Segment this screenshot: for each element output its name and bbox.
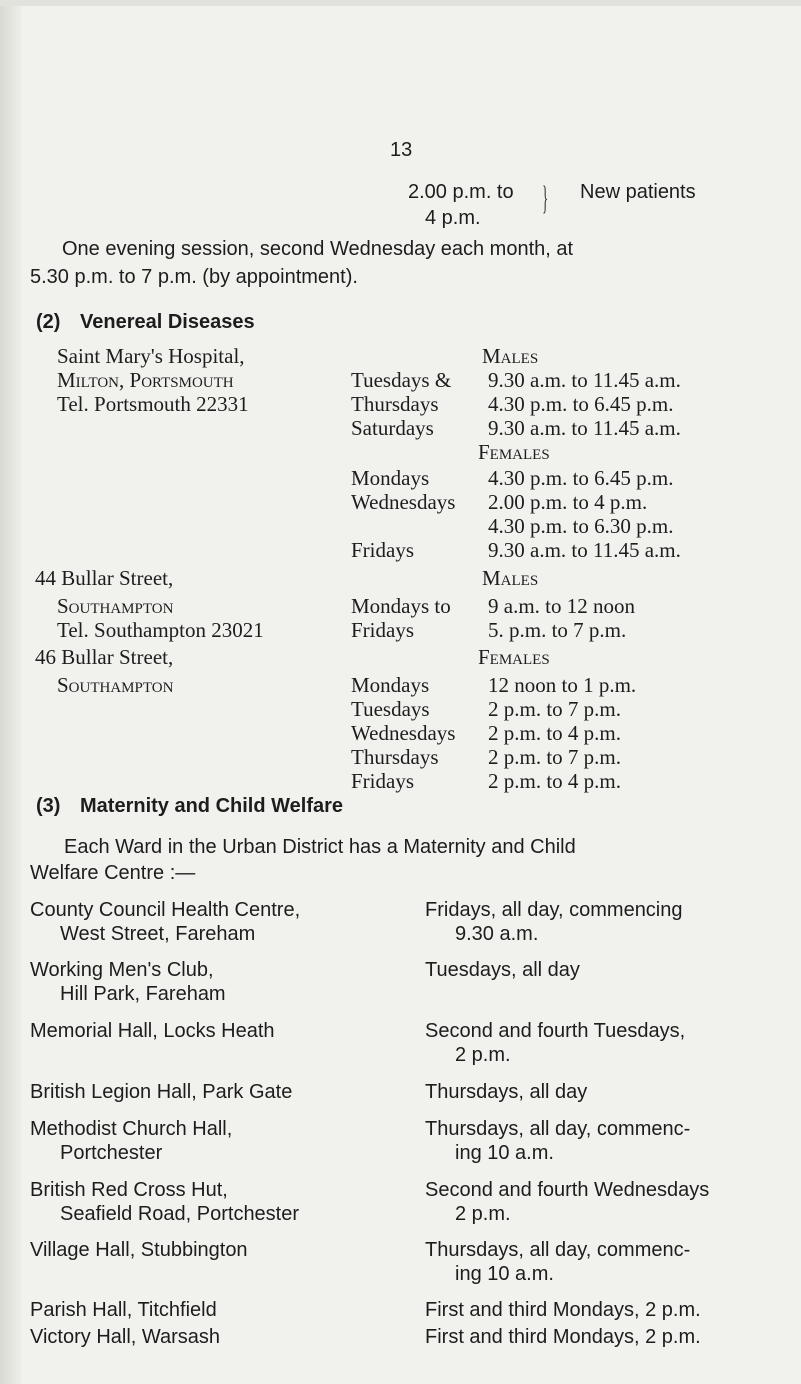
section2-heading: Venereal Diseases — [80, 311, 255, 333]
centre-place: Victory Hall, Warsash — [30, 1326, 221, 1348]
centre-when: Thursdays, all day, commenc- — [425, 1239, 691, 1261]
clinic1-name: Saint Mary's Hospital, — [57, 344, 245, 368]
clinic3-female-time: 2 p.m. to 7 p.m. — [488, 745, 622, 769]
intro-note: New patients — [580, 181, 696, 203]
clinic1-male-time: 9.30 a.m. to 11.45 a.m. — [488, 368, 681, 392]
clinic2-addr: Southampton — [57, 594, 174, 618]
clinic2-male-time: 9 a.m. to 12 noon — [488, 594, 635, 618]
intro-time-line1: 2.00 p.m. to — [408, 181, 514, 203]
centre-when: First and third Mondays, 2 p.m. — [425, 1299, 701, 1321]
clinic1-males-heading: Males — [482, 344, 539, 368]
centre-place: Village Hall, Stubbington — [30, 1239, 248, 1261]
centre-place: Memorial Hall, Locks Heath — [30, 1020, 275, 1042]
clinic1-female-time: 9.30 a.m. to 11.45 a.m. — [488, 538, 681, 562]
clinic3-female-time: 2 p.m. to 4 p.m. — [488, 721, 622, 745]
clinic3-female-day: Thursdays — [351, 745, 439, 769]
clinic1-male-day: Thursdays — [351, 392, 439, 416]
centre-when: Second and fourth Tuesdays, — [425, 1020, 686, 1042]
centre-place: West Street, Fareham — [60, 923, 256, 945]
centre-when: First and third Mondays, 2 p.m. — [425, 1326, 701, 1348]
centre-when: Thursdays, all day — [425, 1081, 588, 1103]
intro-evening-line1: One evening session, second Wednesday each month, at — [62, 238, 574, 260]
clinic3-female-day: Mondays — [351, 673, 430, 697]
clinic3-female-time: 2 p.m. to 7 p.m. — [488, 697, 622, 721]
clinic2-tel: Tel. Southampton 23021 — [57, 618, 264, 642]
centre-when: Thursdays, all day, commenc- — [425, 1118, 691, 1140]
clinic1-females-heading: Females — [478, 440, 550, 464]
clinic3-addr: Southampton — [57, 673, 174, 697]
centre-when: 9.30 a.m. — [455, 923, 539, 945]
page-top-edge — [0, 0, 801, 6]
clinic3-female-day: Tuesdays — [351, 697, 430, 721]
clinic3-female-day: Fridays — [351, 769, 414, 793]
clinic2-males-heading: Males — [482, 566, 539, 590]
clinic1-female-day: Wednesdays — [351, 490, 456, 514]
centre-place: Working Men's Club, — [30, 959, 214, 981]
section3-number: (3) — [36, 795, 61, 817]
clinic2-male-time: 5. p.m. to 7 p.m. — [488, 618, 627, 642]
centre-place: County Council Health Centre, — [30, 899, 301, 921]
clinic2-male-day: Fridays — [351, 618, 414, 642]
page-number: 13 — [390, 139, 413, 161]
page-edge-shadow — [0, 0, 22, 1384]
centre-when: Second and fourth Wednesdays — [425, 1179, 710, 1201]
centre-when: Fridays, all day, commencing — [425, 899, 683, 921]
clinic3-female-day: Wednesdays — [351, 721, 456, 745]
clinic2-male-day: Mondays to — [351, 594, 451, 618]
centre-place: Seafield Road, Portchester — [60, 1203, 300, 1225]
clinic1-male-time: 4.30 p.m. to 6.45 p.m. — [488, 392, 674, 416]
clinic1-tel: Tel. Portsmouth 22331 — [57, 392, 249, 416]
section3-intro-line1: Each Ward in the Urban District has a Maternity and Child — [64, 836, 576, 858]
clinic1-male-time: 9.30 a.m. to 11.45 a.m. — [488, 416, 681, 440]
centre-when: 2 p.m. — [455, 1203, 511, 1225]
intro-time-line2: 4 p.m. — [425, 207, 481, 229]
clinic1-female-time: 4.30 p.m. to 6.45 p.m. — [488, 466, 674, 490]
centre-place: British Legion Hall, Park Gate — [30, 1081, 293, 1103]
clinic1-male-day: Tuesdays & — [351, 368, 452, 392]
centre-place: British Red Cross Hut, — [30, 1179, 228, 1201]
centre-place: Portchester — [60, 1142, 163, 1164]
clinic2-name: 44 Bullar Street, — [35, 566, 174, 590]
clinic1-male-day: Saturdays — [351, 416, 434, 440]
clinic1-female-time: 4.30 p.m. to 6.30 p.m. — [488, 514, 674, 538]
section3-heading: Maternity and Child Welfare — [80, 795, 344, 817]
intro-evening-line2: 5.30 p.m. to 7 p.m. (by appointment). — [30, 266, 358, 288]
centre-when: ing 10 a.m. — [455, 1142, 554, 1164]
clinic3-female-time: 12 noon to 1 p.m. — [488, 673, 637, 697]
centre-place: Parish Hall, Titchfield — [30, 1299, 217, 1321]
centre-when: ing 10 a.m. — [455, 1263, 554, 1285]
centre-place: Methodist Church Hall, — [30, 1118, 233, 1140]
section3-intro-line2: Welfare Centre :— — [30, 862, 196, 884]
clinic1-addr: Milton, Portsmouth — [57, 368, 234, 392]
clinic3-name: 46 Bullar Street, — [35, 645, 174, 669]
clinic3-females-heading: Females — [478, 645, 550, 669]
clinic1-female-day: Mondays — [351, 466, 430, 490]
section2-number: (2) — [36, 311, 61, 333]
brace-icon: } — [542, 180, 549, 217]
clinic1-female-time: 2.00 p.m. to 4 p.m. — [488, 490, 648, 514]
clinic3-female-time: 2 p.m. to 4 p.m. — [488, 769, 622, 793]
centre-place: Hill Park, Fareham — [60, 983, 226, 1005]
centre-when: 2 p.m. — [455, 1044, 511, 1066]
clinic1-female-day: Fridays — [351, 538, 414, 562]
centre-when: Tuesdays, all day — [425, 959, 580, 981]
